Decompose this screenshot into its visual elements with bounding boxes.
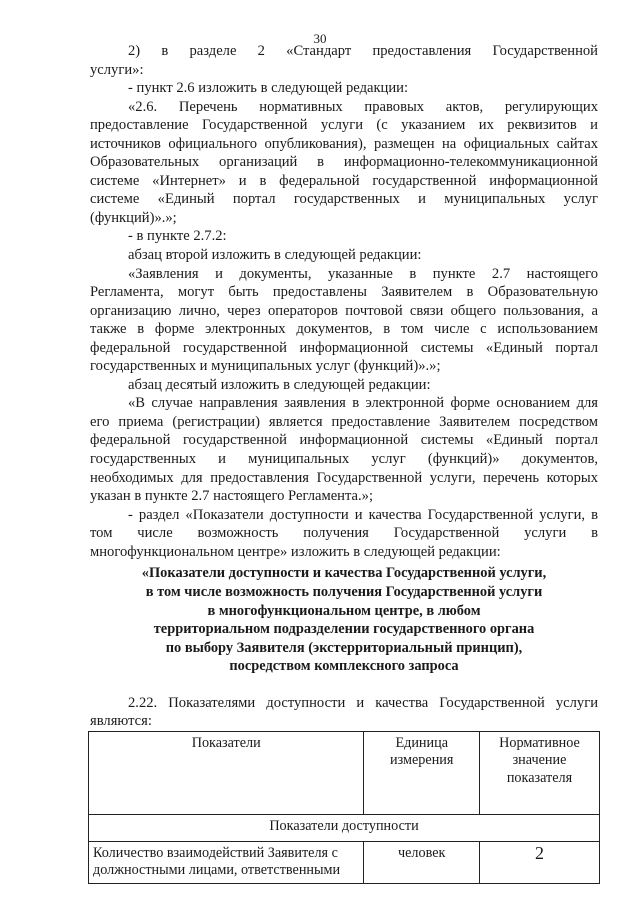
row-indicator: Количество взаимодействий Заявителя с должностными лицами, ответственными (89, 841, 364, 883)
page-number: 30 (313, 31, 327, 46)
table-row (89, 841, 600, 883)
text-line: Образовательных организаций в информационно-телекоммуникационной (90, 154, 598, 171)
text-line: многофункциональном центре» изложить в следующей редакции: (90, 543, 501, 560)
text-line: организацию лично, через операторов почтовой связи общего пользования, а (90, 302, 598, 319)
heading-line: посредством комплексного запроса (229, 658, 459, 675)
header-indicators: Показатели (89, 731, 364, 814)
header-norm: Нормативное значение показателя (480, 731, 600, 814)
text-line: государственных и муниципальных услуг (функций)» документов, (90, 451, 598, 468)
text-line: системе «Интернет» и в федеральной государственной информационной (90, 172, 598, 189)
text-line: «Заявления и документы, указанные в пункте 2.7 настоящего (128, 265, 598, 282)
section-heading (90, 564, 598, 676)
text-line: государственных и муниципальных услуг (функций)».»; (90, 358, 441, 375)
text-line: федеральной государственной информационной системы «Единый портал (90, 432, 598, 449)
table-header-row (89, 731, 600, 814)
text-line: (функций)».»; (90, 209, 177, 226)
row-unit: человек (364, 841, 480, 883)
text-line: также в форме электронных документов, в том числе с использованием (90, 321, 598, 338)
indicators-table (88, 731, 600, 884)
text-line: источников официального опубликования), размещен на официальных сайтах (90, 135, 598, 152)
paragraph-2-22-line1: 2.22. Показателями доступности и качества Государственной услуги (128, 694, 598, 711)
text-line: «В случае направления заявления в электронной форме основанием для (128, 395, 598, 412)
document-body (90, 42, 598, 884)
text-line: системе «Единый портал государственных и муниципальных услуг (90, 191, 598, 208)
table-section-row (89, 814, 600, 841)
amendment-text (90, 42, 598, 561)
row-value: 2 (480, 841, 600, 883)
text-line: «2.6. Перечень нормативных правовых актов, регулирующих (128, 98, 598, 115)
text-line: федеральной государственной информационной системы «Единый портал (90, 339, 598, 356)
paragraph-2-22-line2: являются: (90, 713, 152, 730)
text-line: - в пункте 2.7.2: (128, 228, 227, 245)
text-line: услуги»: (90, 61, 144, 78)
text-line: абзац второй изложить в следующей редакции: (128, 247, 422, 264)
text-line: 2) в разделе 2 «Стандарт предоставления Государственной (128, 43, 598, 59)
text-line: том числе возможность получения Государственной услуги в (90, 525, 598, 542)
text-line: необходимых для предоставления Государственной услуги, перечень которых (90, 469, 598, 486)
heading-line: в том числе возможность получения Государственной услуги (145, 583, 543, 600)
text-line: его приема (регистрации) является предоставление Заявителем посредством (90, 413, 598, 430)
heading-line: по выбору Заявителя (экстерриториальный принцип), (165, 639, 523, 656)
heading-line: «Показатели доступности и качества Государственной услуги, (141, 565, 547, 582)
heading-line: территориальном подразделении государственного органа (153, 621, 535, 638)
text-line: предоставление Государственной услуги (с указанием их реквизитов и (90, 117, 598, 134)
heading-line: в многофункциональном центре, в любом (207, 602, 481, 619)
text-line: указан в пункте 2.7 настоящего Регламента.»; (90, 488, 374, 505)
text-line: - пункт 2.6 изложить в следующей редакции: (128, 80, 409, 97)
text-line: Регламента, могут быть предоставлены Заявителем в Образовательную (90, 284, 598, 301)
text-line: - раздел «Показатели доступности и качества Государственной услуги, в (128, 506, 598, 523)
section-accessibility: Показатели доступности (89, 814, 600, 841)
text-line: абзац десятый изложить в следующей редакции: (128, 376, 431, 393)
header-unit: Единица измерения (364, 731, 480, 814)
